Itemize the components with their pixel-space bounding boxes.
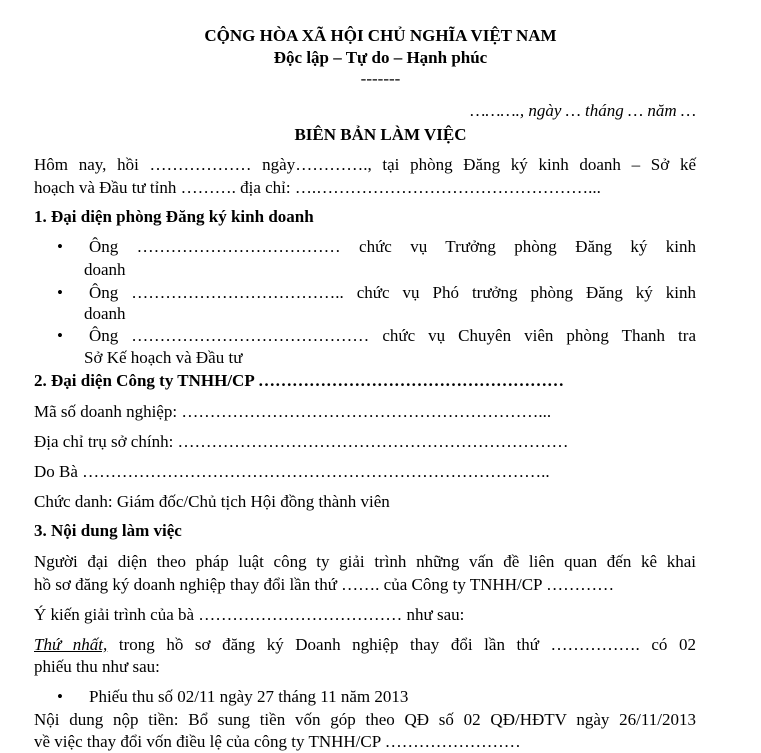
section-2-heading: 2. Đại diện Công ty TNHH/CP ……………………………………………… [34,371,565,390]
para4-line-2: về việc thay đổi vốn điều lệ của công ty TNHH/CP …………………… [34,732,521,751]
bullet-icon: • [57,326,63,345]
national-motto: Độc lập – Tự do – Hạnh phúc [273,48,488,67]
para1-line-2: hồ sơ đăng ký doanh nghiệp thay đổi lần thứ ……. của Công ty TNHH/CP ………… [34,575,615,594]
rep-item-3-line-2: Sở Kế hoạch và Đầu tư [84,348,243,367]
rep-item-1-line-2: doanh [84,260,126,279]
receipt-item: Phiếu thu số 02/11 ngày 27 tháng 11 năm 2013 [89,687,409,706]
rep-item-3-line-1: Ông …………………………………… chức vụ Chuyên viên phòng Thanh tra [89,326,696,345]
position-line: Chức danh: Giám đốc/Chủ tịch Hội đồng thành viên [34,492,390,511]
rep-item-2-line-2: doanh [84,304,126,323]
section-3-heading: 3. Nội dung làm việc [34,521,182,540]
intro-line-1: Hôm nay, hồi ……………… ngày…………., tại phòng Đăng ký kinh doanh – Sở kế [34,155,696,174]
document-title: BIÊN BẢN LÀM VIỆC [294,125,467,144]
para1-line-1: Người đại diện theo pháp luật công ty giải trình những vấn đề liên quan đến kê khai [34,552,696,571]
para3-rest: trong hồ sơ đăng ký Doanh nghiệp thay đổi lần thứ ……………. có 02 [107,635,696,654]
header-divider: ------- [360,69,401,88]
rep-item-1-line-1: Ông ……………………………… chức vụ Trưởng phòng Đăng ký kinh [89,237,696,256]
para4-line-1: Nội dung nộp tiền: Bổ sung tiền vốn góp theo QĐ số 02 QĐ/HĐTV ngày 26/11/2013 [34,710,696,729]
bullet-icon: • [57,687,63,706]
para3-line-2: phiếu thu như sau: [34,657,160,676]
representative-line: Do Bà ……………………………………………………………………….. [34,462,550,481]
para2-line: Ý kiến giải trình của bà ……………………………… như sau: [34,605,465,624]
intro-line-2: hoạch và Đầu tư tỉnh ………. địa chỉ: ….…………………………………………... [34,178,601,197]
bullet-icon: • [57,283,63,302]
country-name: CỘNG HÒA XÃ HỘI CHỦ NGHĨA VIỆT NAM [204,26,557,45]
first-label: Thứ nhất, [34,635,108,654]
address-line: Địa chỉ trụ sở chính: …………………………………………………………… [34,432,569,451]
bullet-icon: • [57,237,63,256]
para3-line-1 [34,635,696,655]
date-line: ………., ngày … tháng … năm … [470,101,696,120]
section-1-heading: 1. Đại diện phòng Đăng ký kinh doanh [34,207,314,226]
rep-item-2-line-1: Ông ……………………………….. chức vụ Phó trưởng phòng Đăng ký kinh [89,283,696,302]
tax-code-line: Mã số doanh nghiệp: ………………………………………………………... [34,402,552,421]
